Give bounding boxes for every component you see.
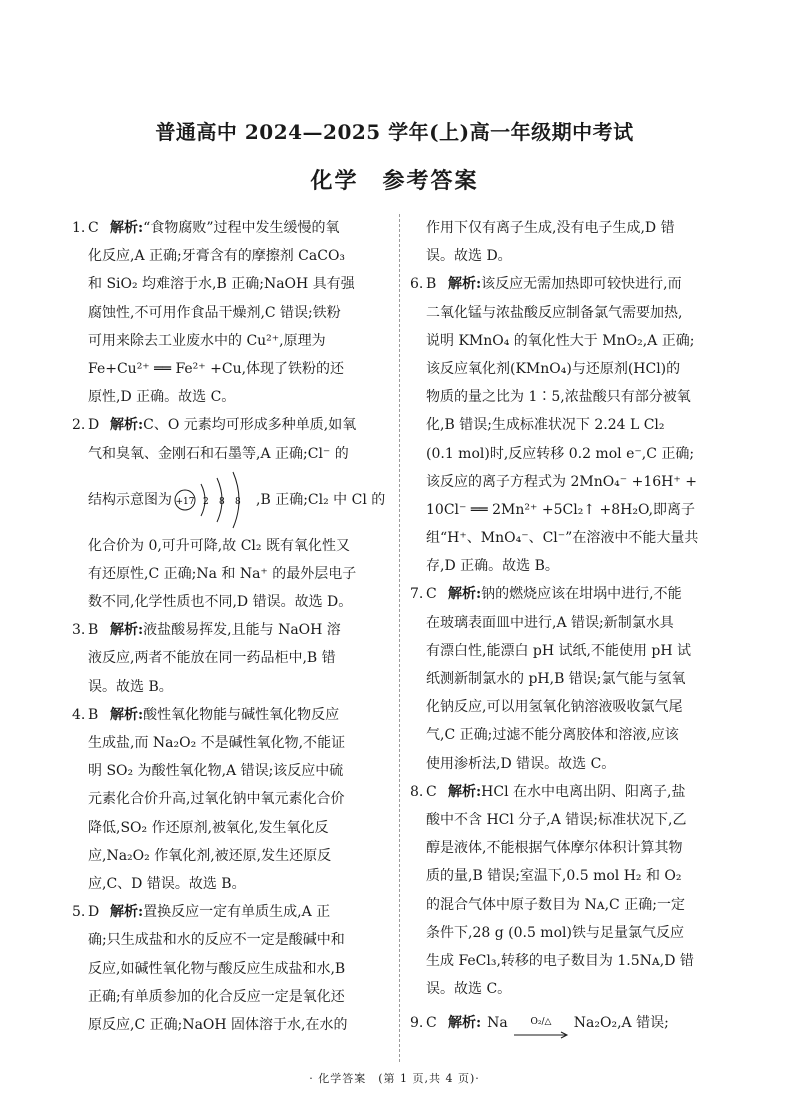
text-line: 气和臭氧、金刚石和石墨等,A 正确;Cl⁻ 的	[88, 445, 349, 462]
text-line: 降低,SO₂ 作还原剂,被氧化,发生氧化反	[88, 819, 329, 836]
shell-electrons-1: 2	[203, 496, 209, 507]
text-line: 化,B 错误;生成标准状况下 2.24 L Cl₂	[426, 417, 665, 434]
text-line: 组“H⁺、MnO₄⁻、Cl⁻”在溶液中不能大量共	[426, 530, 699, 547]
text-line: 化反应,A 正确;牙膏含有的摩擦剂 CaCO₃	[88, 248, 346, 265]
text-line: 存,D 正确。故选 B。	[426, 558, 559, 575]
shell-electrons-2: 8	[219, 496, 225, 507]
text-line: 应,C、D 错误。故选 B。	[88, 875, 246, 892]
text-line: 作用下仅有离子生成,没有电子生成,D 错	[426, 220, 675, 236]
text-line: 10Cl⁻ ══ 2Mn²⁺ +5Cl₂↑ +8H₂O,即离子	[426, 501, 696, 518]
answer-item-9: 9. C 解析: Na O₂/△ Na₂O₂,A 错误;	[410, 1003, 726, 1043]
right-column	[410, 214, 726, 1043]
text-line: 说明 KMnO₄ 的氧化性大于 MnO₂,A 正确;	[426, 332, 695, 349]
text-line: 生成盐,而 Na₂O₂ 不是碱性氧化物,不能证	[88, 735, 346, 751]
text-line: 和 SiO₂ 均难溶于水,B 正确;NaOH 具有强	[88, 276, 355, 293]
text-line: 可用来除去工业废水中的 Cu²⁺,原理为	[88, 332, 326, 349]
page-footer: · 化学答案 (第 1 页,共 4 页)·	[309, 1072, 480, 1085]
page-title: 普通高中 2024—2025 学年(上)高一年级期中考试	[155, 120, 634, 144]
text-line: 使用渗析法,D 错误。故选 C。	[426, 755, 616, 772]
answer-item-4: 4. B 解析:酸性氧化物能与碱性氧化物反应	[72, 706, 340, 723]
left-column	[72, 214, 392, 1039]
text-line: 生成 FeCl₃,转移的电子数目为 1.5Nᴀ,D 错	[426, 952, 694, 969]
answer-item-7: 7. C 解析:钠的燃烧应该在坩埚中进行,不能	[410, 586, 682, 603]
text-line: 误。故选 C。	[426, 981, 512, 998]
text-line: 原反应,C 正确;NaOH 固体溶于水,在水的	[88, 1016, 348, 1033]
text-line: 物质的量之比为 1∶5,浓盐酸只有部分被氧	[426, 389, 691, 406]
reaction-condition: O₂/△	[530, 1017, 552, 1028]
text-line: 质的量,B 错误;室温下,0.5 mol H₂ 和 O₂	[426, 868, 682, 885]
answer-item-8: 8. C 解析:HCl 在水中电离出阴、阳离子,盐	[410, 783, 686, 800]
text-line: 原性,D 正确。故选 C。	[88, 389, 236, 406]
answer-item-3: 3. B 解析:液盐酸易挥发,且能与 NaOH 溶	[72, 622, 341, 639]
text-line: 该反应的离子方程式为 2MnO₄⁻ +16H⁺ +	[426, 473, 697, 490]
nucleus-charge: +17	[175, 496, 195, 507]
reaction-arrow	[512, 1013, 570, 1043]
text-line: 有漂白性,能漂白 pH 试纸,不能使用 pH 试	[426, 642, 692, 659]
page-subtitle: 化学 参考答案	[310, 168, 479, 194]
text-line: 结构示意图为 +17 2 8 8 ,B 正确;Cl₂ 中 Cl 的	[72, 468, 392, 532]
text-line: 二氧化锰与浓盐酸反应制备氯气需要加热,	[426, 304, 683, 321]
chloride-ion-structure-diagram	[173, 470, 255, 530]
text-line: 有还原性,C 正确;Na 和 Na⁺ 的最外层电子	[88, 565, 357, 582]
answer-item-5: 5. D 解析:置换反应一定有单质生成,A 正	[72, 904, 331, 921]
text-line: 元素化合价升高,过氧化钠中氧元素化合价	[88, 791, 345, 808]
text-line: 误。故选 D。	[426, 248, 512, 265]
text-line: 反应,如碱性氧化物与酸反应生成盐和水,B	[88, 960, 346, 977]
text-line: 应,Na₂O₂ 作氧化剂,被还原,发生还原反	[88, 847, 332, 864]
text-line: Fe+Cu²⁺ ══ Fe²⁺ +Cu,体现了铁粉的还	[88, 360, 345, 377]
text-line: (0.1 mol)时,反应转移 0.2 mol e⁻,C 正确;	[426, 445, 695, 462]
text-line: 在玻璃表面皿中进行,A 错误;新制氯水具	[426, 614, 674, 631]
text-line: 确;只生成盐和水的反应不一定是酸碱中和	[88, 932, 345, 949]
text-line: 酸中不含 HCl 分子,A 错误;标准状况下,乙	[426, 811, 687, 828]
text-line: 气,C 正确;过滤不能分离胶体和溶液,应该	[426, 727, 679, 744]
text-line: 数不同,化学性质也不同,D 错误。故选 D。	[88, 594, 353, 611]
text-line: 明 SO₂ 为酸性氧化物,A 错误;该反应中硫	[88, 763, 344, 780]
text-line: 化钠反应,可以用氢氧化钠溶液吸收氯气尾	[426, 699, 683, 716]
answer-item-1: 1. C 解析:“食物腐败”过程中发生缓慢的氧	[72, 220, 340, 236]
answer-item-2: 2. D 解析:C、O 元素均可形成多种单质,如氧	[72, 417, 357, 434]
text-line: 化合价为 0,可升可降,故 Cl₂ 既有氧化性又	[88, 537, 350, 554]
text-line: 条件下,28 g (0.5 mol)铁与足量氯气反应	[426, 924, 684, 941]
text-line: 误。故选 B。	[88, 678, 173, 695]
text-line: 的混合气体中原子数目为 Nᴀ,C 正确;一定	[426, 896, 685, 913]
text-line: 该反应氧化剂(KMnO₄)与还原剂(HCl)的	[426, 360, 681, 377]
shell-electrons-3: 8	[235, 496, 241, 507]
answer-item-6: 6. B 解析:该反应无需加热即可较快进行,而	[410, 276, 682, 293]
text-line: 醇是液体,不能根据气体摩尔体积计算其物	[426, 840, 683, 857]
column-divider	[399, 214, 400, 1062]
text-line: 纸测新制氯水的 pH,B 错误;氯气能与氢氧	[426, 671, 686, 687]
text-line: 腐蚀性,不可用作食品干燥剂,C 错误;铁粉	[88, 304, 341, 321]
text-line: 液反应,两者不能放在同一药品柜中,B 错	[88, 650, 336, 667]
text-line: 正确;有单质参加的化合反应一定是氧化还	[88, 988, 345, 1005]
